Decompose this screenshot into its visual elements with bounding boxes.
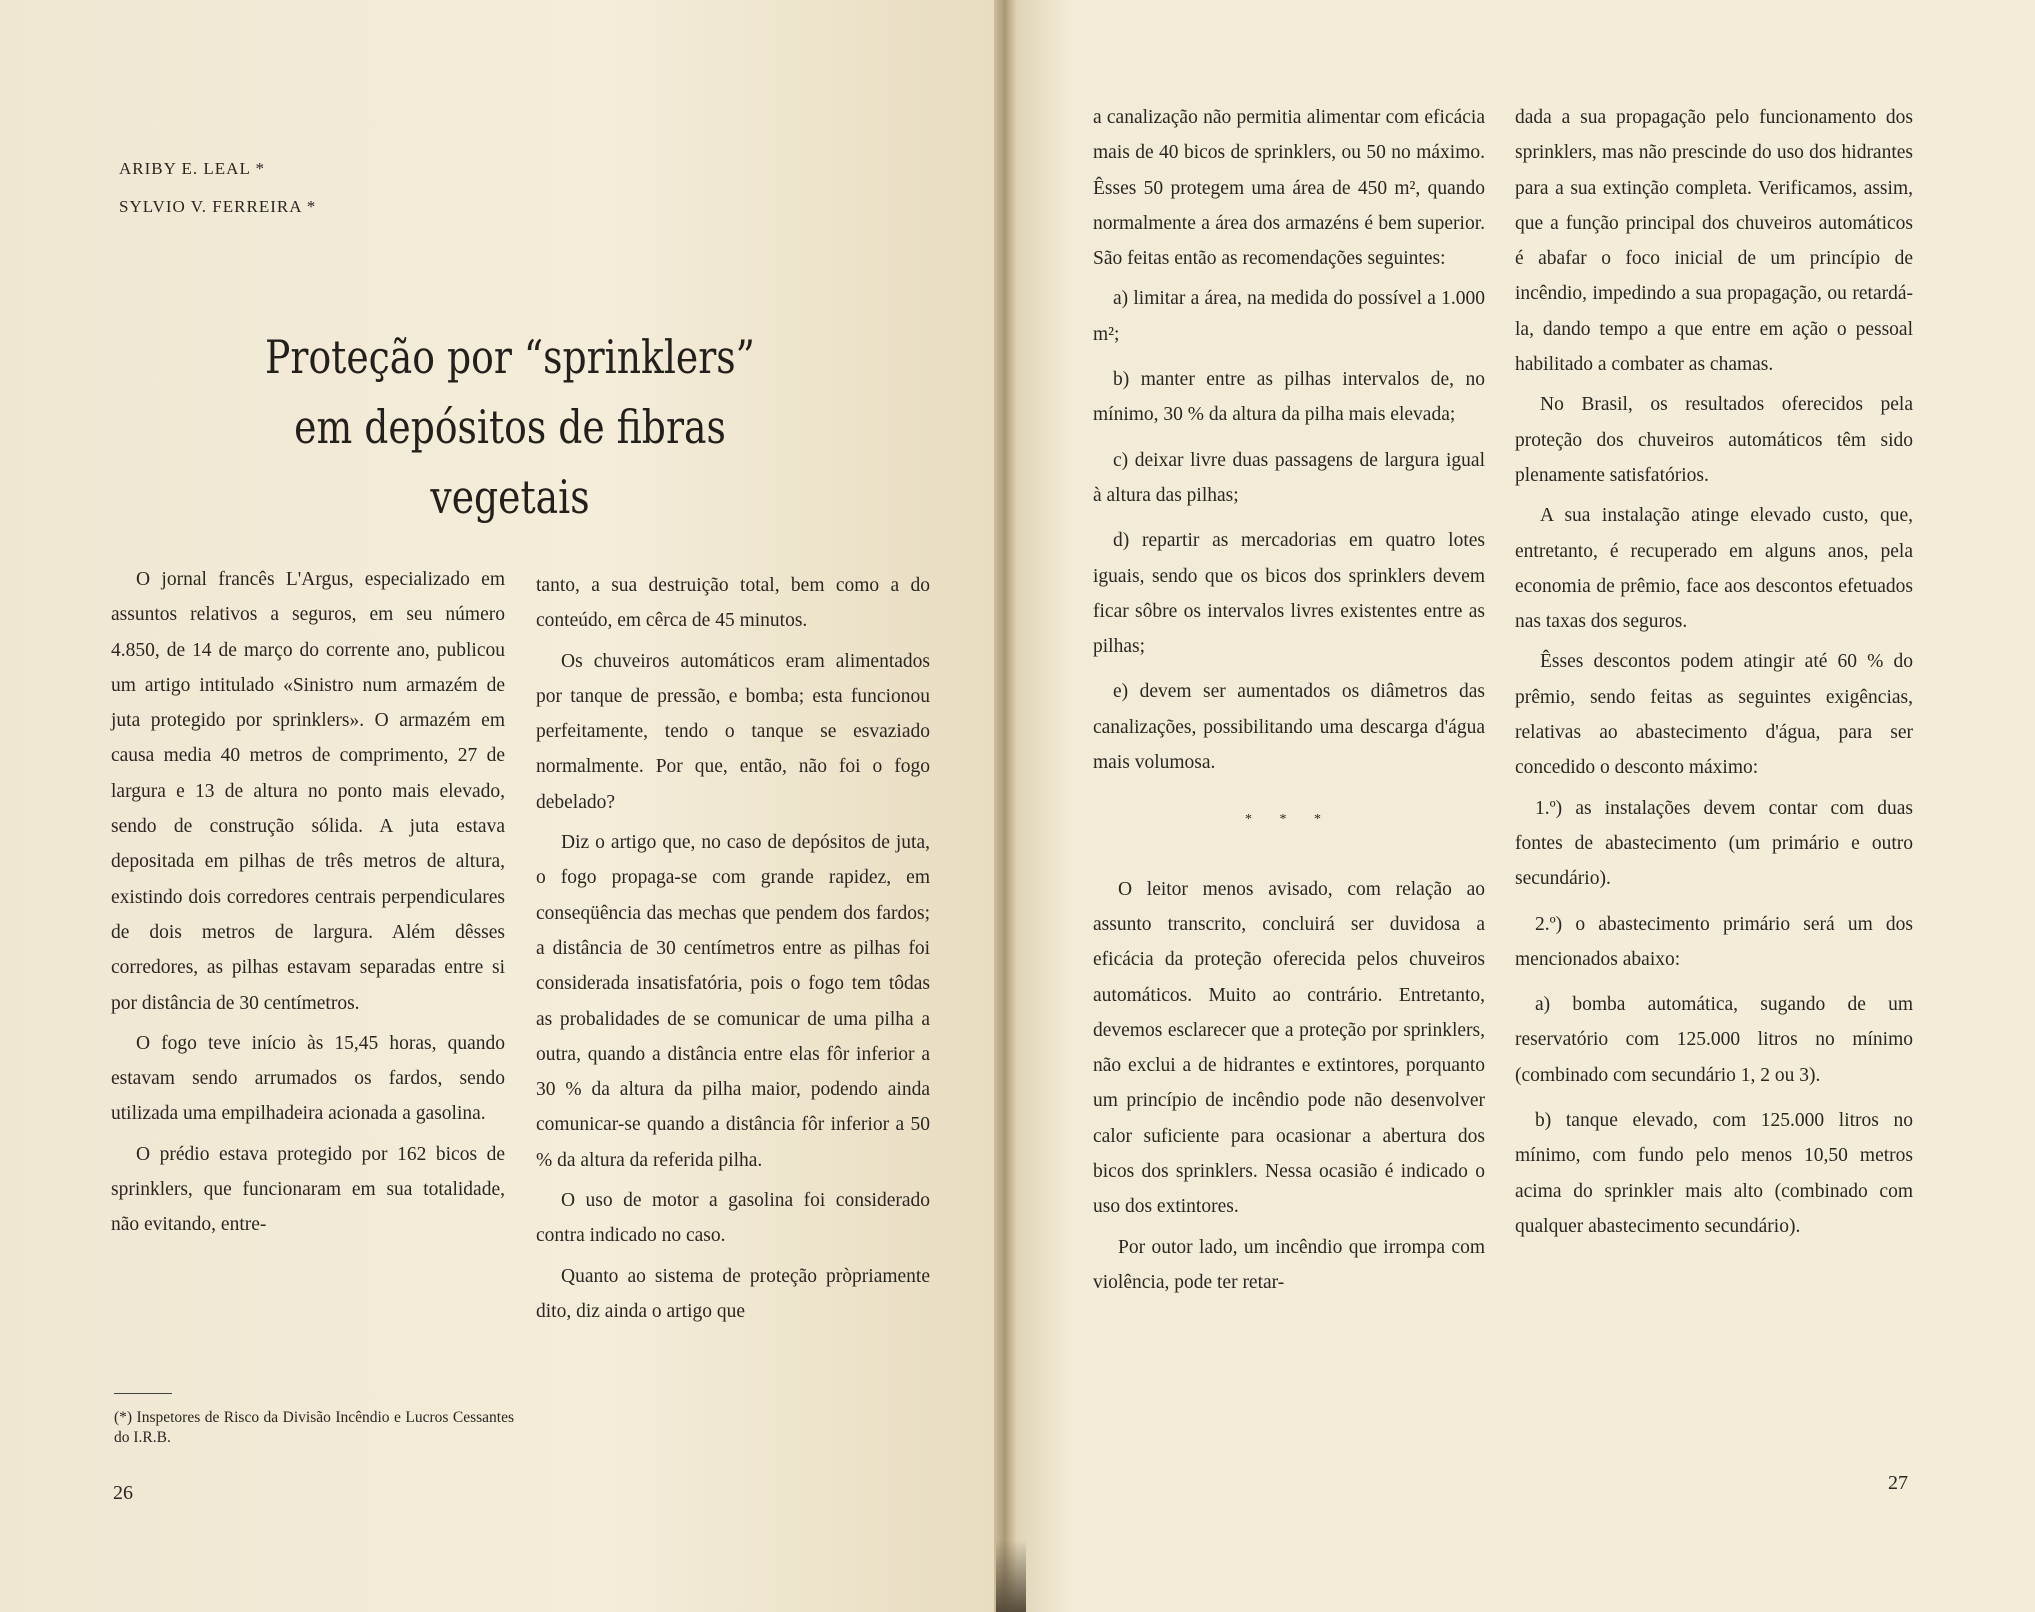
list-item: 2.º) o abastecimento primário será um dos mencionados abaixo:	[1515, 913, 1913, 970]
author-1: ARIBY E. LEAL *	[119, 159, 265, 178]
page-number-left: 26	[113, 1482, 133, 1504]
left-column-1	[111, 562, 505, 1248]
left-column-2	[536, 568, 930, 1334]
list-item: e) devem ser aumentados os diâmetros das canalizações, possibilitando uma descarga d'água mais volumosa.	[1093, 681, 1485, 774]
paragraph: a canalização não permitia alimentar com eficácia mais de 40 bicos de sprinklers, ou 50 no máximo. Êsses 50 protegem uma área de 450 m², quando normalmente a área dos armazéns é bem superior. São feitas então as recomendações seguintes:	[1093, 107, 1485, 270]
paragraph: Êsses descontos podem atingir até 60 % do prêmio, sendo feitas as seguintes exigências, relativas ao abastecimento d'água, para ser concedido o desconto máximo:	[1515, 651, 1913, 779]
list-item: b) tanque elevado, com 125.000 litros no mínimo, com fundo pelo menos 10,50 metros acima do sprinkler mais alto (combinado com qualquer abastecimento secundário).	[1515, 1110, 1913, 1237]
list-item: 1.º) as instalações devem contar com duas fontes de abastecimento (um primário e outro secundário).	[1515, 797, 1913, 890]
title-line-1: Proteção por “sprinklers”	[265, 330, 755, 384]
list-item: c) deixar livre duas passagens de largura igual à altura das pilhas;	[1093, 449, 1485, 506]
paragraph: Diz o artigo que, no caso de depósitos de juta, o fogo propaga-se com grande rapidez, em conseqüência das mechas que pendem dos fardos; a distância de 30 centímetros entre as pilhas foi considerada insatisfatória, pois o fogo tem tôdas as probalidades de se comunicar de uma pilha a outra, quando a distância entre elas fôr inferior a 30 % da altura da pilha maior, podendo ainda comunicar-se quando a distância fôr inferior a 50 % da altura da referida pilha.	[536, 832, 930, 1171]
right-column-2	[1515, 100, 1913, 1254]
book-gutter	[994, 0, 1018, 1612]
paragraph: O jornal francês L'Argus, especializado em assuntos relativos a seguros, em seu número 4.850, de 14 de março do corrente ano, publicou um artigo intitulado «Sinistro num armazém de juta protegido por sprinklers». O armazém em causa media 40 metros de comprimento, 27 de largura e 13 de altura no ponto mais elevado, sendo de construção sólida. A juta estava depositada em pilhas de três metros de altura, existindo dois corredores centrais perpendiculares de dois metros de largura. Além dêsses corredores, as pilhas estavam separadas entre si por distância de 30 centímetros.	[111, 569, 505, 1014]
authors	[119, 150, 316, 226]
section-separator: * * *	[1245, 812, 1333, 828]
right-column-1	[1093, 100, 1485, 1305]
paragraph: No Brasil, os resultados oferecidos pela proteção dos chuveiros automáticos têm sido plenamente satisfatórios.	[1515, 394, 1913, 486]
paragraph: tanto, a sua destruição total, bem como a do conteúdo, em cêrca de 45 minutos.	[536, 575, 930, 632]
footnote: (*) Inspetores de Risco da Divisão Incêndio e Lucros Cessantes do I.R.B.	[114, 1409, 514, 1446]
list-item: a) limitar a área, na medida do possível a 1.000 m²;	[1093, 288, 1485, 345]
list-item: d) repartir as mercadorias em quatro lotes iguais, sendo que os bicos dos sprinklers devem ficar sôbre os intervalos livres existentes entre as pilhas;	[1093, 530, 1485, 658]
paragraph: O uso de motor a gasolina foi considerado contra indicado no caso.	[536, 1190, 930, 1247]
left-page	[0, 0, 1003, 1612]
title-line-2: em depósitos de fibras vegetais	[294, 400, 726, 524]
paragraph: A sua instalação atinge elevado custo, que, entretanto, é recuperado em alguns anos, pela economia de prêmio, face aos descontos efetuados nas taxas dos seguros.	[1515, 505, 1913, 633]
article-title	[215, 322, 805, 532]
list-item: a) bomba automática, sugando de um reservatório com 125.000 litros no mínimo (combinado com secundário 1, 2 ou 3).	[1515, 994, 1913, 1086]
paragraph: dada a sua propagação pelo funcionamento dos sprinklers, mas não prescinde do uso dos hidrantes para a sua extinção completa. Verificamos, assim, que a função principal dos chuveiros automáticos é abafar o foco inicial de um princípio de incêndio, impedindo a sua propagação, ou retardá-la, dando tempo a que entre em ação o pessoal habilitado a combater as chamas.	[1515, 107, 1913, 376]
author-2: SYLVIO V. FERREIRA *	[119, 197, 317, 216]
paragraph: O fogo teve início às 15,45 horas, quando estavam sendo arrumados os fardos, sendo utilizada uma empilhadeira acionada a gasolina.	[111, 1032, 505, 1125]
page-number-right: 27	[1888, 1472, 1908, 1494]
gutter-shadow	[996, 1540, 1026, 1612]
footnote-divider	[114, 1393, 172, 1394]
list-item: b) manter entre as pilhas intervalos de, no mínimo, 30 % da altura da pilha mais elevada;	[1093, 369, 1485, 426]
paragraph: Por outor lado, um incêndio que irrompa com violência, pode ter retar-	[1093, 1236, 1485, 1293]
paragraph: Quanto ao sistema de proteção pròpriamente dito, diz ainda o artigo que	[536, 1265, 930, 1322]
paragraph: O prédio estava protegido por 162 bicos de sprinklers, que funcionaram em sua totalidade, não evitando, entre-	[111, 1143, 505, 1236]
paragraph: O leitor menos avisado, com relação ao assunto transcrito, concluirá ser duvidosa a eficácia da proteção oferecida pelos chuveiros automáticos. Muito ao contrário. Entretanto, devemos esclarecer que a proteção por sprinklers, não exclui a de hidrantes e extintores, porquanto um princípio de incêndio pode não desenvolver calor suficiente para ocasionar a abertura dos bicos dos sprinklers. Nessa ocasião é indicado o uso dos extintores.	[1093, 878, 1485, 1218]
paragraph: Os chuveiros automáticos eram alimentados por tanque de pressão, e bomba; esta funcionou perfeitamente, tendo o tanque se esvaziado normalmente. Por que, então, não foi o fogo debelado?	[536, 650, 930, 813]
